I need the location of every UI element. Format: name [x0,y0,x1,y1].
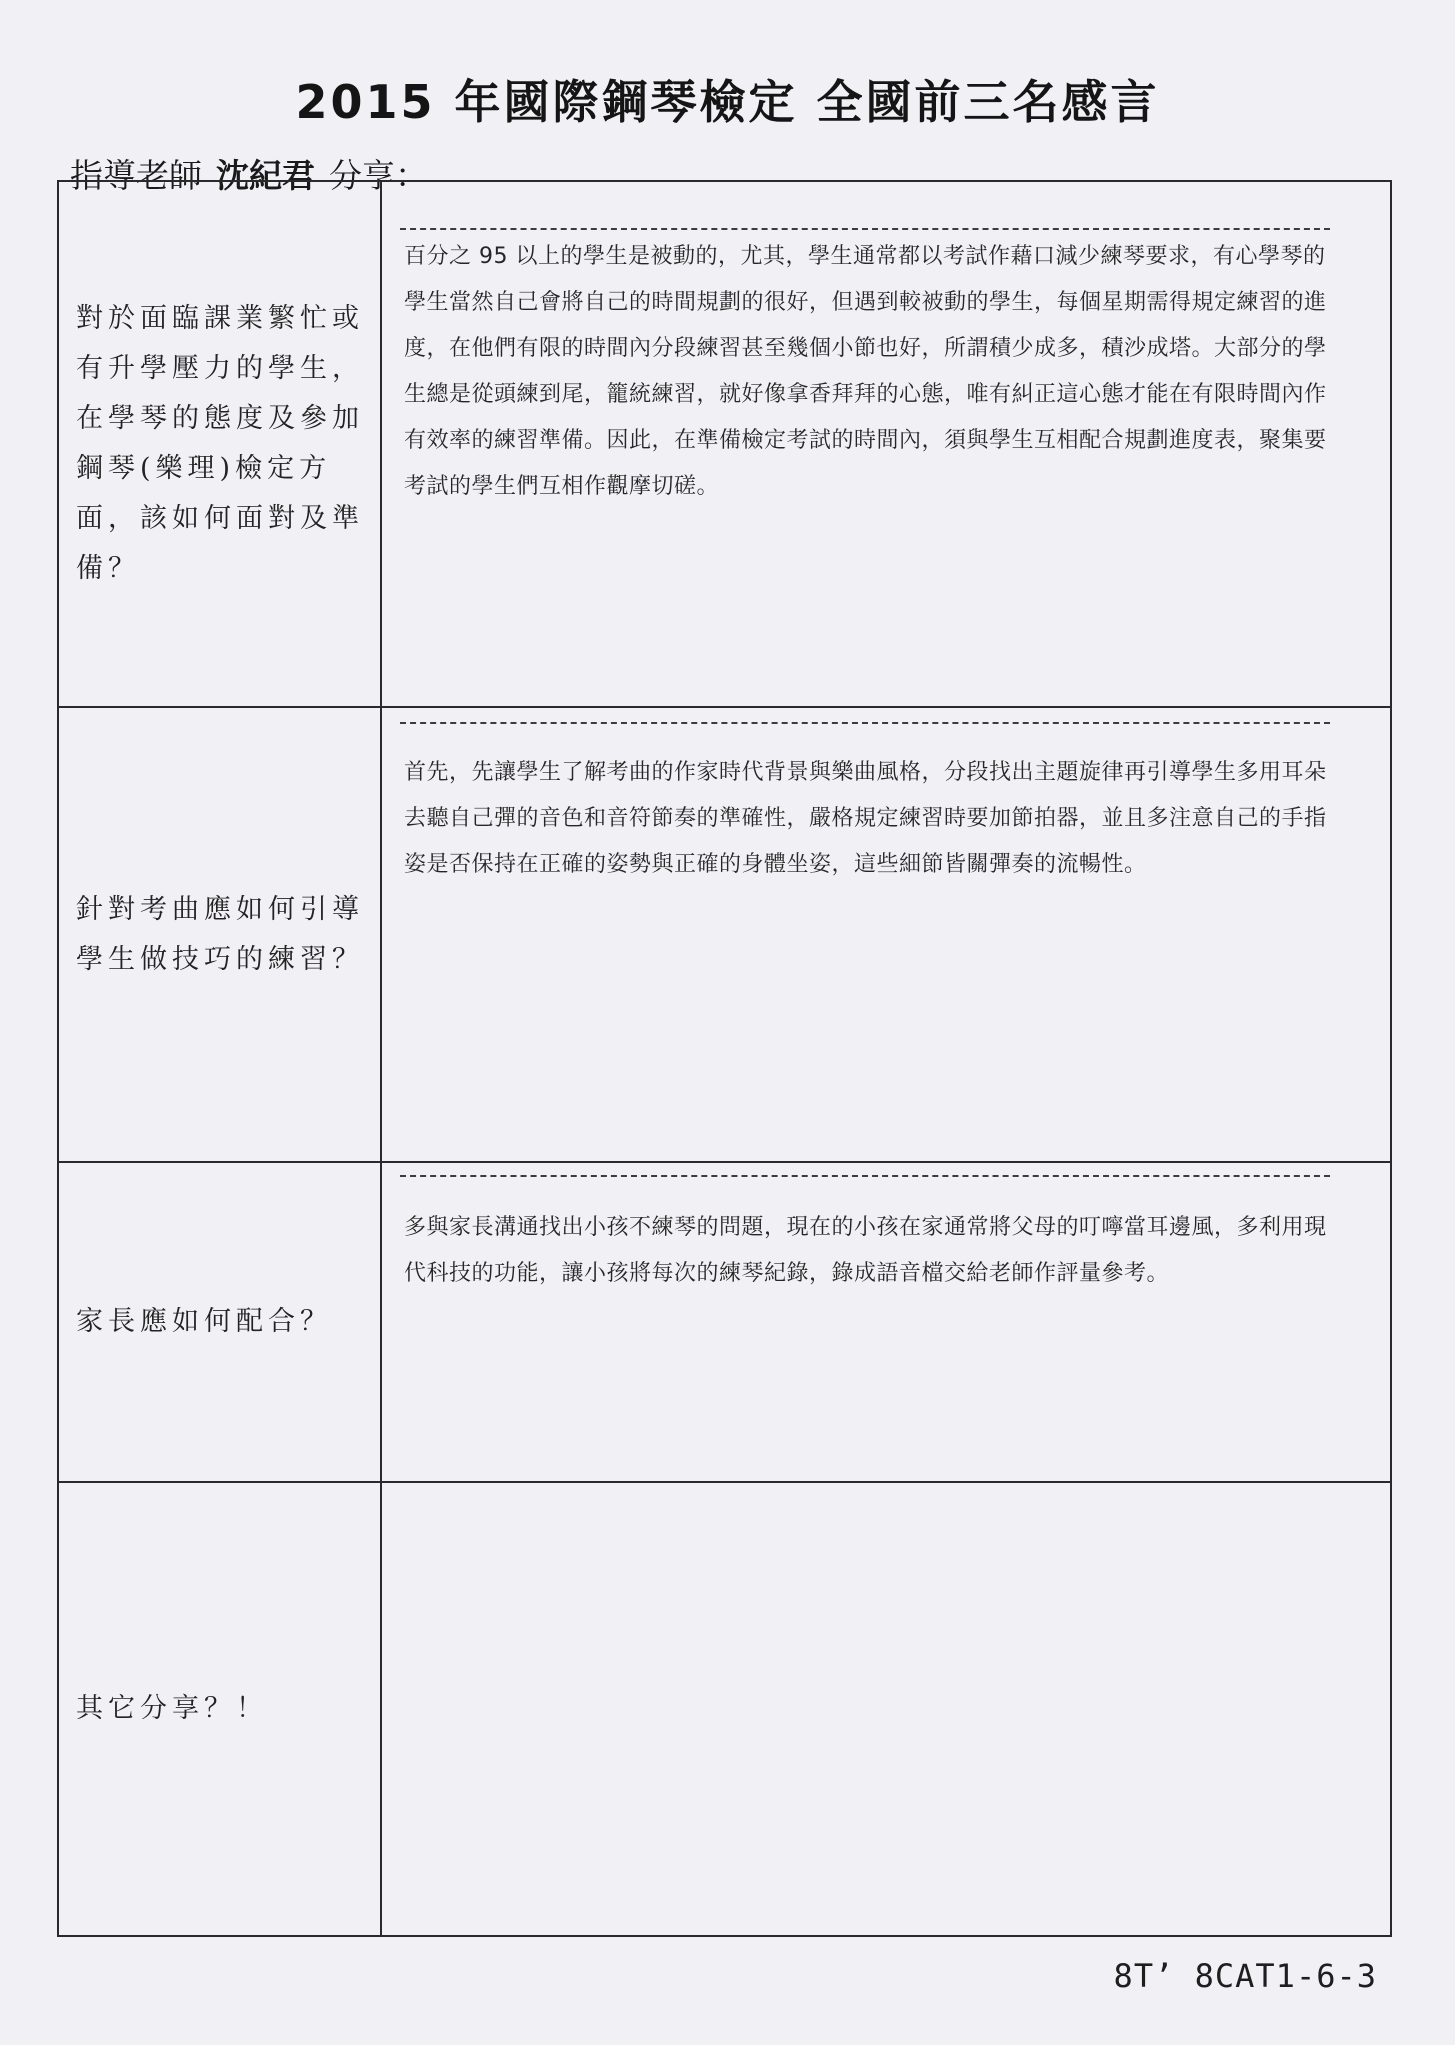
share-label: 分享： [329,156,428,195]
table-row [59,182,1390,708]
answer-cell [382,182,1390,706]
question-text: 其它分享？！ [76,1693,268,1724]
qa-table [57,180,1392,1937]
answer-cell [382,708,1390,1161]
answer-text: 百分之 95 以上的學生是被動的，尤其，學生通常都以考試作藉口減少練琴要求，有心學琴的學生當然自己會將自己的時間規劃的很好，但遇到較被動的學生，每個星期需得規定練習的進度，在他們有限的時間內分段練習甚至幾個小節也好，所謂積少成多，積沙成塔。大部分的學生總是從頭練到尾，籠統練習，就好像拿香拜拜的心態，唯有糾正這心態才能在有限時間內作有效率的練習準備。因此，在準備檢定考試的時間內，須與學生互相配合規劃進度表，聚集要考試的學生們互相作觀摩切磋。 [404,244,1327,499]
question-cell [59,1483,382,1935]
page-title: 2015 年國際鋼琴檢定 全國前三名感言 [295,75,1160,129]
question-text: 針對考曲應如何引導學生做技巧的練習？ [76,893,364,975]
question-cell [59,182,382,706]
answer-cell [382,1483,1390,1935]
question-text: 家長應如何配合？ [76,1306,332,1337]
dashed-divider [400,722,1330,724]
dashed-divider [400,1175,1330,1177]
question-cell [59,708,382,1161]
teacher-name: 沈紀君 [216,156,315,195]
question-cell [59,1163,382,1481]
dashed-divider [400,228,1330,230]
teacher-label: 指導老師 [70,156,202,195]
answer-cell [382,1163,1390,1481]
answer-text: 多與家長溝通找出小孩不練琴的問題，現在的小孩在家通常將父母的叮嚀當耳邊風，多利用現代科技的功能，讓小孩將每次的練琴紀錄，錄成語音檔交給老師作評量參考。 [404,1215,1327,1286]
table-row [59,1163,1390,1483]
question-text: 對於面臨課業繁忙或有升學壓力的學生，在學琴的態度及參加鋼琴(樂理)檢定方面，該如何面對及準備？ [76,303,364,584]
table-row [59,1483,1390,1935]
answer-text: 首先，先讓學生了解考曲的作家時代背景與樂曲風格，分段找出主題旋律再引導學生多用耳朵去聽自己彈的音色和音符節奏的準確性，嚴格規定練習時要加節拍器，並且多注意自己的手指姿是否保持在正確的姿勢與正確的身體坐姿，這些細節皆關彈奏的流暢性。 [404,760,1327,877]
document-code: 8T’ 8CAT1-6-3 [1113,1957,1377,1995]
table-row [59,708,1390,1163]
